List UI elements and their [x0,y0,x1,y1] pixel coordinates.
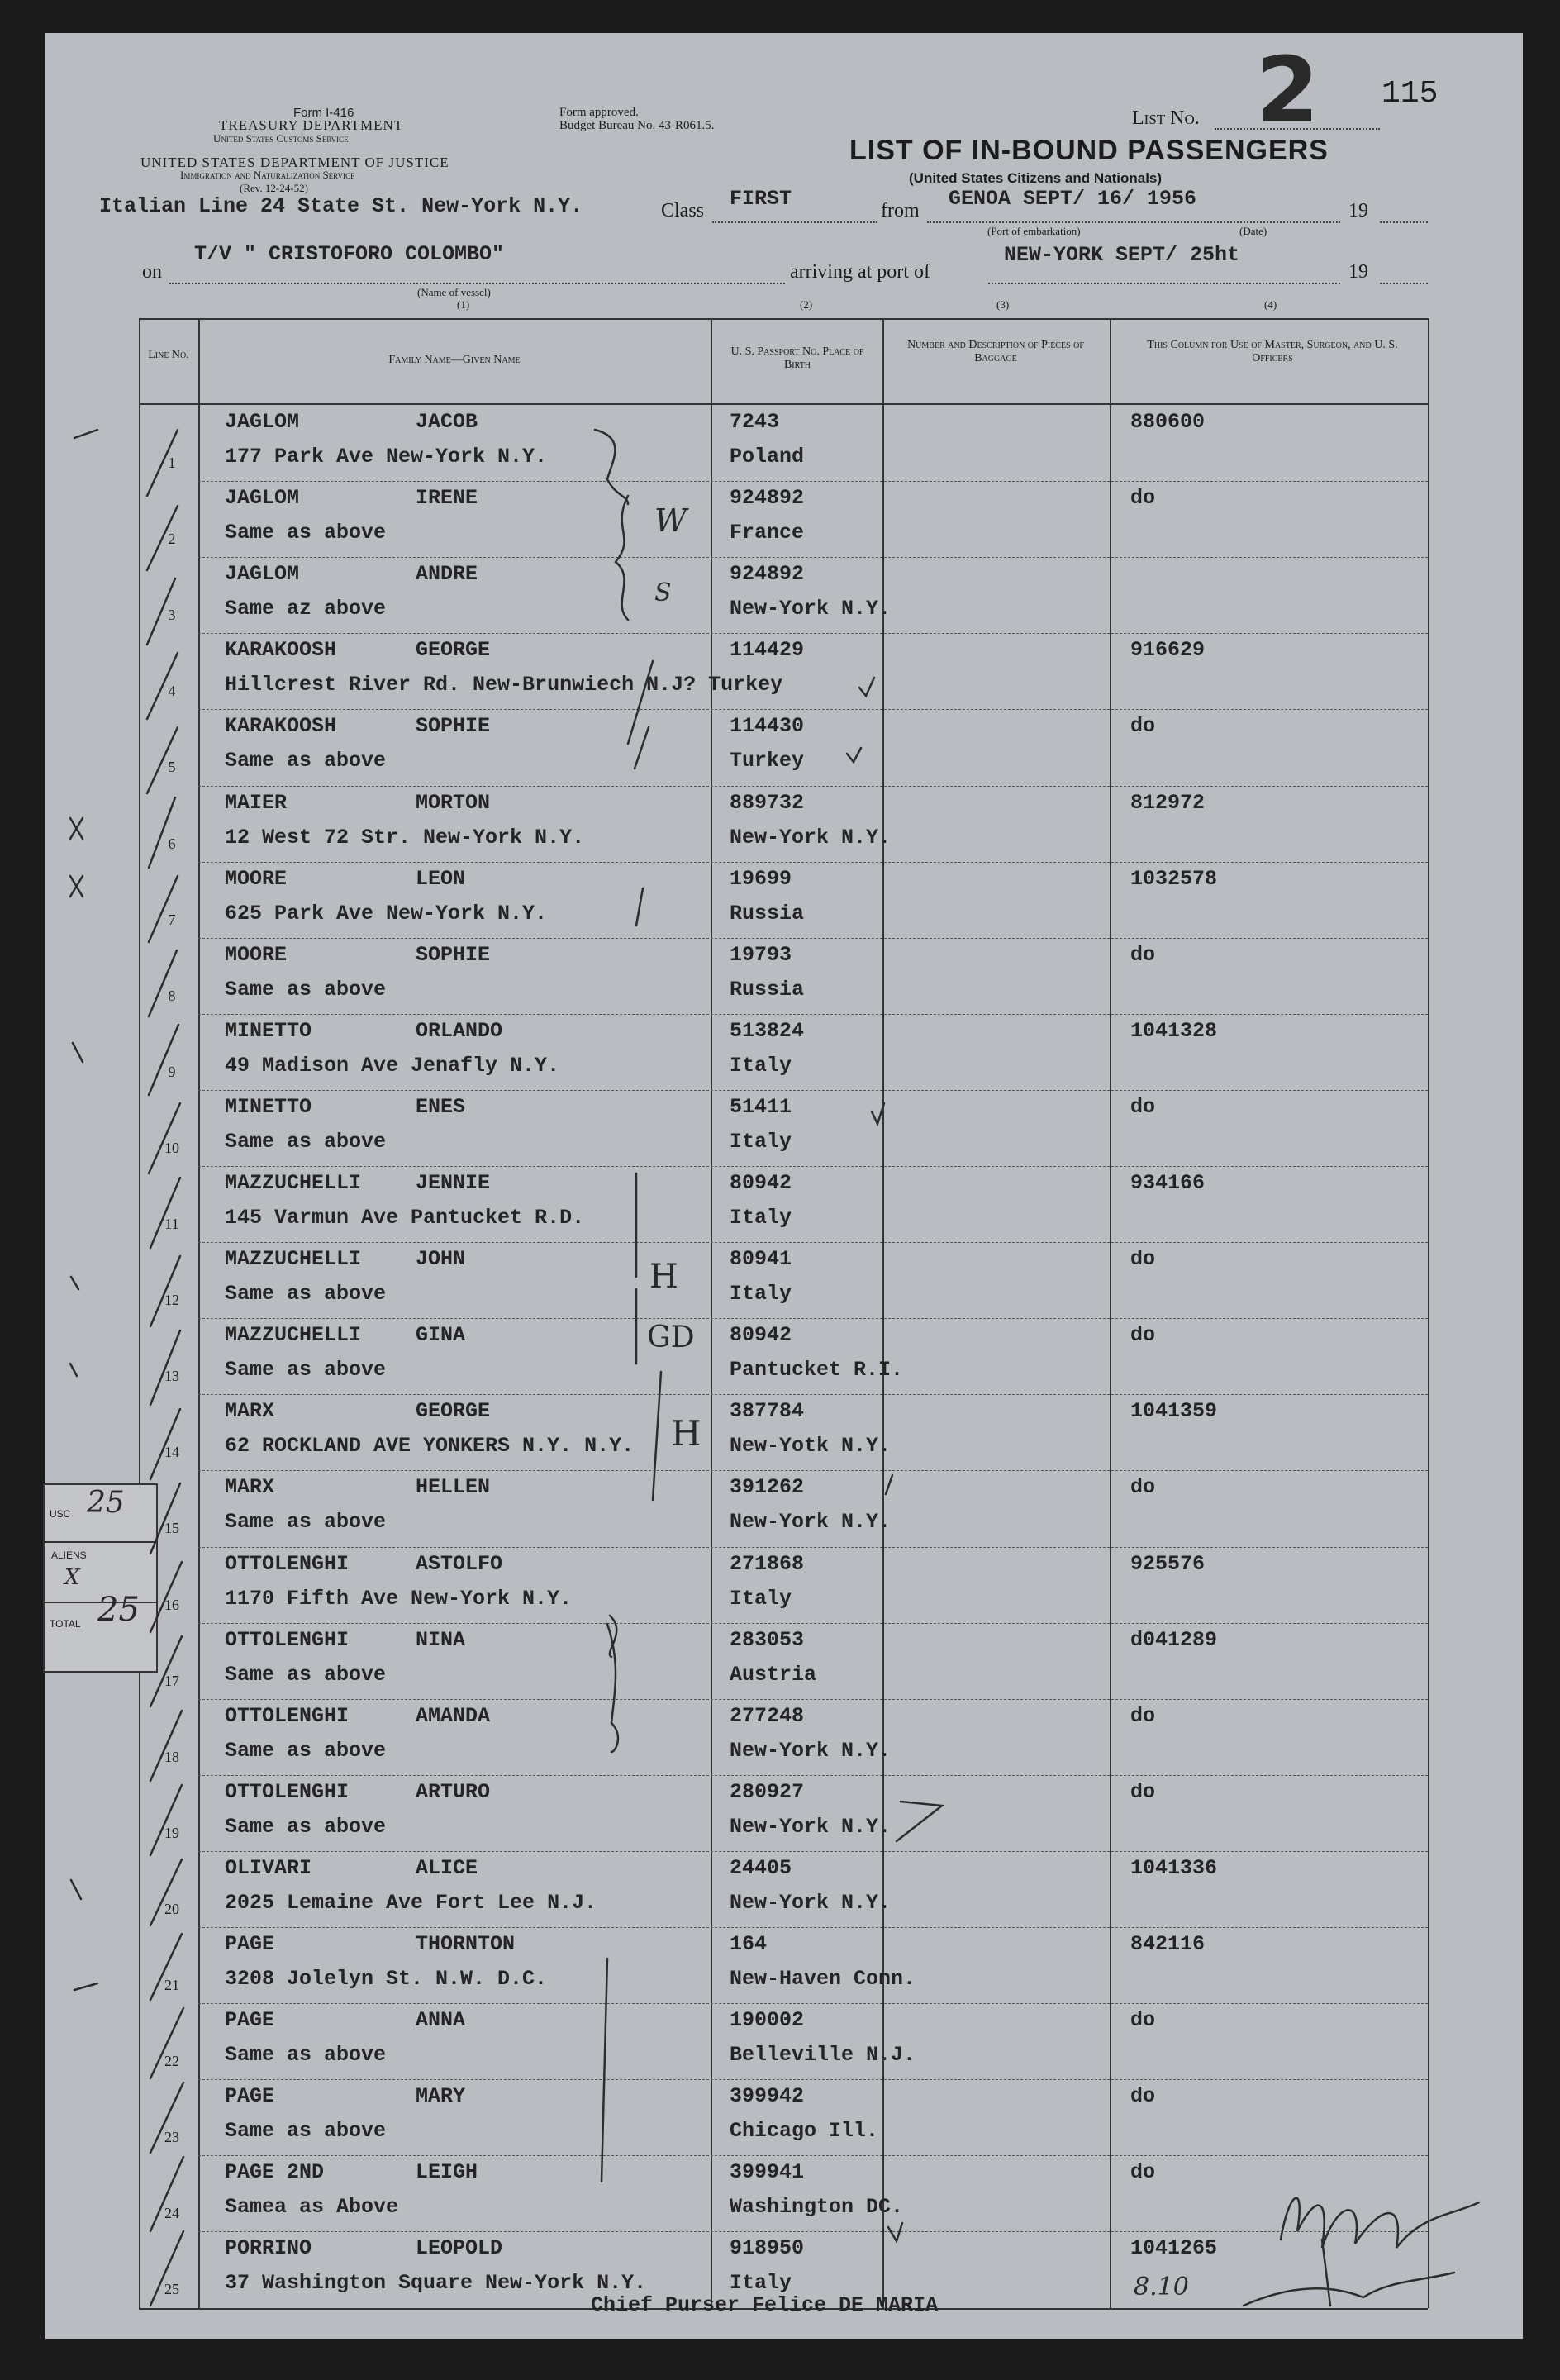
col-ref-3: (3) [996,298,1010,311]
passport-number: 889732 [730,790,805,815]
given-name: LEIGH [416,2160,478,2185]
address: 177 Park Ave New-York N.Y. [225,445,548,469]
address: 37 Washington Square New-York N.Y. [225,2271,647,2296]
given-name: ORLANDO [416,1018,503,1043]
officer-entry: 916629 [1130,638,1206,663]
col-header-baggage: Number and Description of Pieces of Baggage [907,339,1084,364]
line-number: 4 [168,683,176,700]
officer-entry: 925576 [1130,1551,1206,1576]
document-title: LIST OF IN-BOUND PASSENGERS [849,135,1329,166]
officer-entry: 812972 [1130,790,1206,815]
place-of-birth: New-York N.Y. [730,1890,892,1915]
family-name: JAGLOM [225,410,300,434]
place-of-birth: Washington DC. [730,2195,904,2220]
officer-entry: 1041336 [1130,1855,1218,1880]
family-name: OTTOLENGHI [225,1779,350,1804]
form-number: Form I-416 [293,106,354,120]
place-of-birth: New-York N.Y. [730,825,892,850]
family-name: MOORE [225,942,288,967]
col-ref-1: (1) [457,298,470,311]
passport-number: 114430 [730,714,805,739]
address: Same as above [225,1510,387,1535]
line-number: 5 [168,759,176,776]
page-number: 115 [1382,76,1439,112]
line-number: 10 [164,1139,179,1156]
address: 1170 Fifth Ave New-York N.Y. [225,1586,573,1611]
place-of-birth: Italy [730,2271,792,2296]
given-name: ALICE [416,1855,478,1880]
embarkation-value: GENOA SEPT/ 16/ 1956 [949,187,1197,211]
year-suffix-1: 19 [1348,200,1368,221]
officer-entry: do [1130,1475,1156,1500]
officer-entry: 1032578 [1130,866,1218,891]
annotation-gd: GD [647,1321,695,1354]
line-number: 14 [164,1444,179,1461]
place-of-birth: Italy [730,1282,792,1307]
family-name: PAGE 2ND [225,2160,325,2185]
passport-number: 277248 [730,1703,805,1728]
passport-number: 399942 [730,2084,805,2109]
family-name: MINETTO [225,1018,312,1043]
line-number: 25 [164,2281,179,2298]
family-name: MAZZUCHELLI [225,1171,362,1195]
officer-entry: 880600 [1130,410,1206,434]
line-number: 21 [164,1977,179,1993]
place-of-birth: Italy [730,1053,792,1078]
given-name: THORNTON [416,1932,516,1956]
line-number: 15 [164,1520,179,1537]
address: Same as above [225,2043,387,2068]
family-name: JAGLOM [225,486,300,511]
passport-number: 280927 [730,1779,805,1804]
line-number: 1 [168,455,176,471]
given-name: GINA [416,1323,466,1348]
officer-entry: 1041328 [1130,1018,1218,1043]
arriving-label: arriving at port of [790,261,930,283]
family-name: PAGE [225,2084,275,2109]
family-name: MOORE [225,866,288,891]
given-name: NINA [416,1627,466,1652]
passport-number: 19699 [730,866,792,891]
given-name: ANDRE [416,562,478,587]
place-of-birth: Turkey [730,749,805,774]
aliens-label: ALIENS [51,1549,87,1561]
place-of-birth: Russia [730,901,805,926]
place-of-birth: Belleville N.J. [730,2043,916,2068]
officer-entry: 1041265 [1130,2236,1218,2261]
line-number: 24 [164,2205,179,2222]
passport-number: 51411 [730,1094,792,1119]
address: Same as above [225,1662,387,1687]
col-header-passport: U. S. Passport No. Place of Birth [730,345,864,371]
passport-number: 164 [730,1932,768,1956]
given-name: MORTON [416,790,491,815]
line-number: 9 [168,1063,176,1080]
officer-entry: do [1130,1703,1156,1728]
officer-entry: 934166 [1130,1171,1206,1195]
passport-number: 80942 [730,1323,792,1348]
officer-entry: do [1130,1094,1156,1119]
line-number: 7 [168,911,176,928]
given-name: MARY [416,2084,466,2109]
list-no-label: List No. [1132,107,1200,129]
shipping-agent: Italian Line 24 State St. New-York N.Y. [99,194,583,218]
family-name: KARAKOOSH [225,638,337,663]
passport-number: 19793 [730,942,792,967]
given-name: SOPHIE [416,714,491,739]
treasury-label: TREASURY DEPARTMENT [219,117,404,133]
family-name: OTTOLENGHI [225,1627,350,1652]
line-number: 6 [168,835,176,852]
address: Samea as Above [225,2195,399,2220]
family-name: MARX [225,1399,275,1424]
chief-purser: Chief Purser Felice DE MARIA [591,2293,939,2317]
family-name: OTTOLENGHI [225,1703,350,1728]
passport-number: 924892 [730,486,805,511]
address: Same as above [225,521,387,545]
on-label: on [142,261,162,283]
col-ref-2: (2) [800,298,813,311]
passport-number: 271868 [730,1551,805,1576]
officer-entry: d041289 [1130,1627,1218,1652]
usc-value: 25 [87,1486,125,1520]
vessel-name-label: (Name of vessel) [417,286,491,298]
address: Same az above [225,597,387,621]
given-name: HELLEN [416,1475,491,1500]
address: 2025 Lemaine Ave Fort Lee N.J. [225,1890,597,1915]
line-number: 11 [164,1216,179,1232]
place-of-birth: Pantucket R.I. [730,1358,904,1383]
officer-entry: 842116 [1130,1932,1206,1956]
officer-entry: do [1130,1779,1156,1804]
given-name: SOPHIE [416,942,491,967]
budget-bureau: Budget Bureau No. 43-R061.5. [559,119,715,132]
officer-entry: do [1130,486,1156,511]
col-header-name: Family Name—Given Name [388,354,521,366]
given-name: JENNIE [416,1171,491,1195]
given-name: JOHN [416,1247,466,1272]
document-subtitle: (United States Citizens and Nationals) [909,170,1163,186]
given-name: ANNA [416,2008,466,2033]
col-header-officers: This Column for Use of Master, Surgeon, and U. S. Officers [1147,339,1398,364]
list-no-value: 2 [1256,37,1320,143]
family-name: OTTOLENGHI [225,1551,350,1576]
date-label: (Date) [1239,225,1268,237]
address: Same as above [225,1738,387,1763]
class-value: FIRST [730,187,792,211]
address: 3208 Jolelyn St. N.W. D.C. [225,1967,548,1991]
total-value: 25 [98,1591,140,1629]
line-number: 23 [164,2129,179,2146]
address: 12 West 72 Str. New-York N.Y. [225,825,585,850]
annotation-h2: H [671,1413,702,1454]
line-number: 12 [164,1292,179,1309]
place-of-birth: Austria [730,1662,817,1687]
line-number: 22 [164,2053,179,2070]
passport-number: 24405 [730,1855,792,1880]
place-of-birth: Italy [730,1586,792,1611]
family-name: MAIER [225,790,288,815]
arrival-port-value: NEW-YORK SEPT/ 25ht [1004,243,1240,267]
place-of-birth: France [730,521,805,545]
family-name: MAZZUCHELLI [225,1247,362,1272]
line-number: 16 [164,1596,179,1613]
port-embarkation-label: (Port of embarkation) [987,225,1081,237]
passport-number: 391262 [730,1475,805,1500]
passport-number: 283053 [730,1627,805,1652]
line-number: 3 [168,607,176,624]
from-label: from [881,200,920,221]
passport-number: 918950 [730,2236,805,2261]
family-name: OLIVARI [225,1855,312,1880]
year-suffix-2: 19 [1348,261,1368,283]
family-name: PORRINO [225,2236,312,2261]
given-name: ENES [416,1094,466,1119]
given-name: GEORGE [416,1399,491,1424]
col-header-line-no: Line No. [148,349,189,361]
family-name: MAZZUCHELLI [225,1323,362,1348]
given-name: JACOB [416,410,478,434]
customs-label: United States Customs Service [213,132,349,145]
given-name: AMANDA [416,1703,491,1728]
address: Same as above [225,1814,387,1839]
family-name: MINETTO [225,1094,312,1119]
given-name: ASTOLFO [416,1551,503,1576]
address: 62 ROCKLAND AVE YONKERS N.Y. N.Y. [225,1434,635,1459]
officer-entry: do [1130,1247,1156,1272]
address: 625 Park Ave New-York N.Y. [225,901,548,926]
place-of-birth: Italy [730,1206,792,1230]
place-of-birth: New-York N.Y. [730,1738,892,1763]
annotation-w: W [654,502,687,539]
place-of-birth: New-Yotk N.Y. [730,1434,892,1459]
officer-entry: do [1130,714,1156,739]
address: Same as above [225,1358,387,1383]
place-of-birth: New-York N.Y. [730,1510,892,1535]
passport-number: 80942 [730,1171,792,1195]
annotation-h: H [649,1258,678,1296]
officer-entry: do [1130,942,1156,967]
place-of-birth: Poland [730,445,805,469]
given-name: ARTURO [416,1779,491,1804]
address: Same as above [225,749,387,774]
passport-number: 513824 [730,1018,805,1043]
address: 145 Varmun Ave Pantucket R.D. [225,1206,585,1230]
place-of-birth: New-Haven Conn. [730,1967,916,1991]
passport-number: 7243 [730,410,780,434]
address: Same as above [225,1129,387,1154]
vessel-name: T/V " CRISTOFORO COLOMBO" [194,242,505,266]
family-name: JAGLOM [225,562,300,587]
place-of-birth: New-York N.Y. [730,1814,892,1839]
immigration-label: Immigration and Naturalization Service [180,169,355,181]
family-name: PAGE [225,2008,275,2033]
passport-number: 387784 [730,1399,805,1424]
total-label: TOTAL [50,1618,81,1630]
officer-entry: do [1130,1323,1156,1348]
annotation-s: S [654,578,672,607]
passport-number: 114429 [730,638,805,663]
address: Same as above [225,1282,387,1307]
line-number: 8 [168,987,176,1004]
given-name: LEON [416,866,466,891]
aliens-value: X [64,1565,80,1590]
justice-label: UNITED STATES DEPARTMENT OF JUSTICE [140,155,449,170]
passport-number: 190002 [730,2008,805,2033]
place-of-birth: Italy [730,1129,792,1154]
line-number: 20 [164,1900,179,1917]
line-number: 17 [164,1672,179,1689]
address: 49 Madison Ave Jenafly N.Y. [225,1053,560,1078]
line-number: 2 [168,531,176,548]
officer-entry: do [1130,2084,1156,2109]
address: Same as above [225,2119,387,2144]
family-name: PAGE [225,1932,275,1956]
address: Hillcrest River Rd. New-Brunwiech N.J? Turkey [225,673,783,697]
line-number: 18 [164,1748,179,1765]
given-name: LEOPOLD [416,2236,503,2261]
officer-entry: do [1130,2008,1156,2033]
given-name: GEORGE [416,638,491,663]
revision-label: (Rev. 12-24-52) [240,182,308,194]
place-of-birth: Russia [730,977,805,1002]
col-ref-4: (4) [1264,298,1277,311]
passport-number: 924892 [730,562,805,587]
form-approved: Form approved. [559,106,639,119]
family-name: KARAKOOSH [225,714,337,739]
usc-label: USC [50,1508,71,1520]
class-label: Class [661,200,705,221]
line-number: 13 [164,1368,179,1385]
place-of-birth: New-York N.Y. [730,597,892,621]
initials-annotation: 8.10 [1134,2273,1189,2301]
address: Same as above [225,977,387,1002]
family-name: MARX [225,1475,275,1500]
officer-entry: 1041359 [1130,1399,1218,1424]
passport-number: 80941 [730,1247,792,1272]
officer-entry: do [1130,2160,1156,2185]
passport-number: 399941 [730,2160,805,2185]
given-name: IRENE [416,486,478,511]
place-of-birth: Chicago Ill. [730,2119,879,2144]
line-number: 19 [164,1824,179,1841]
